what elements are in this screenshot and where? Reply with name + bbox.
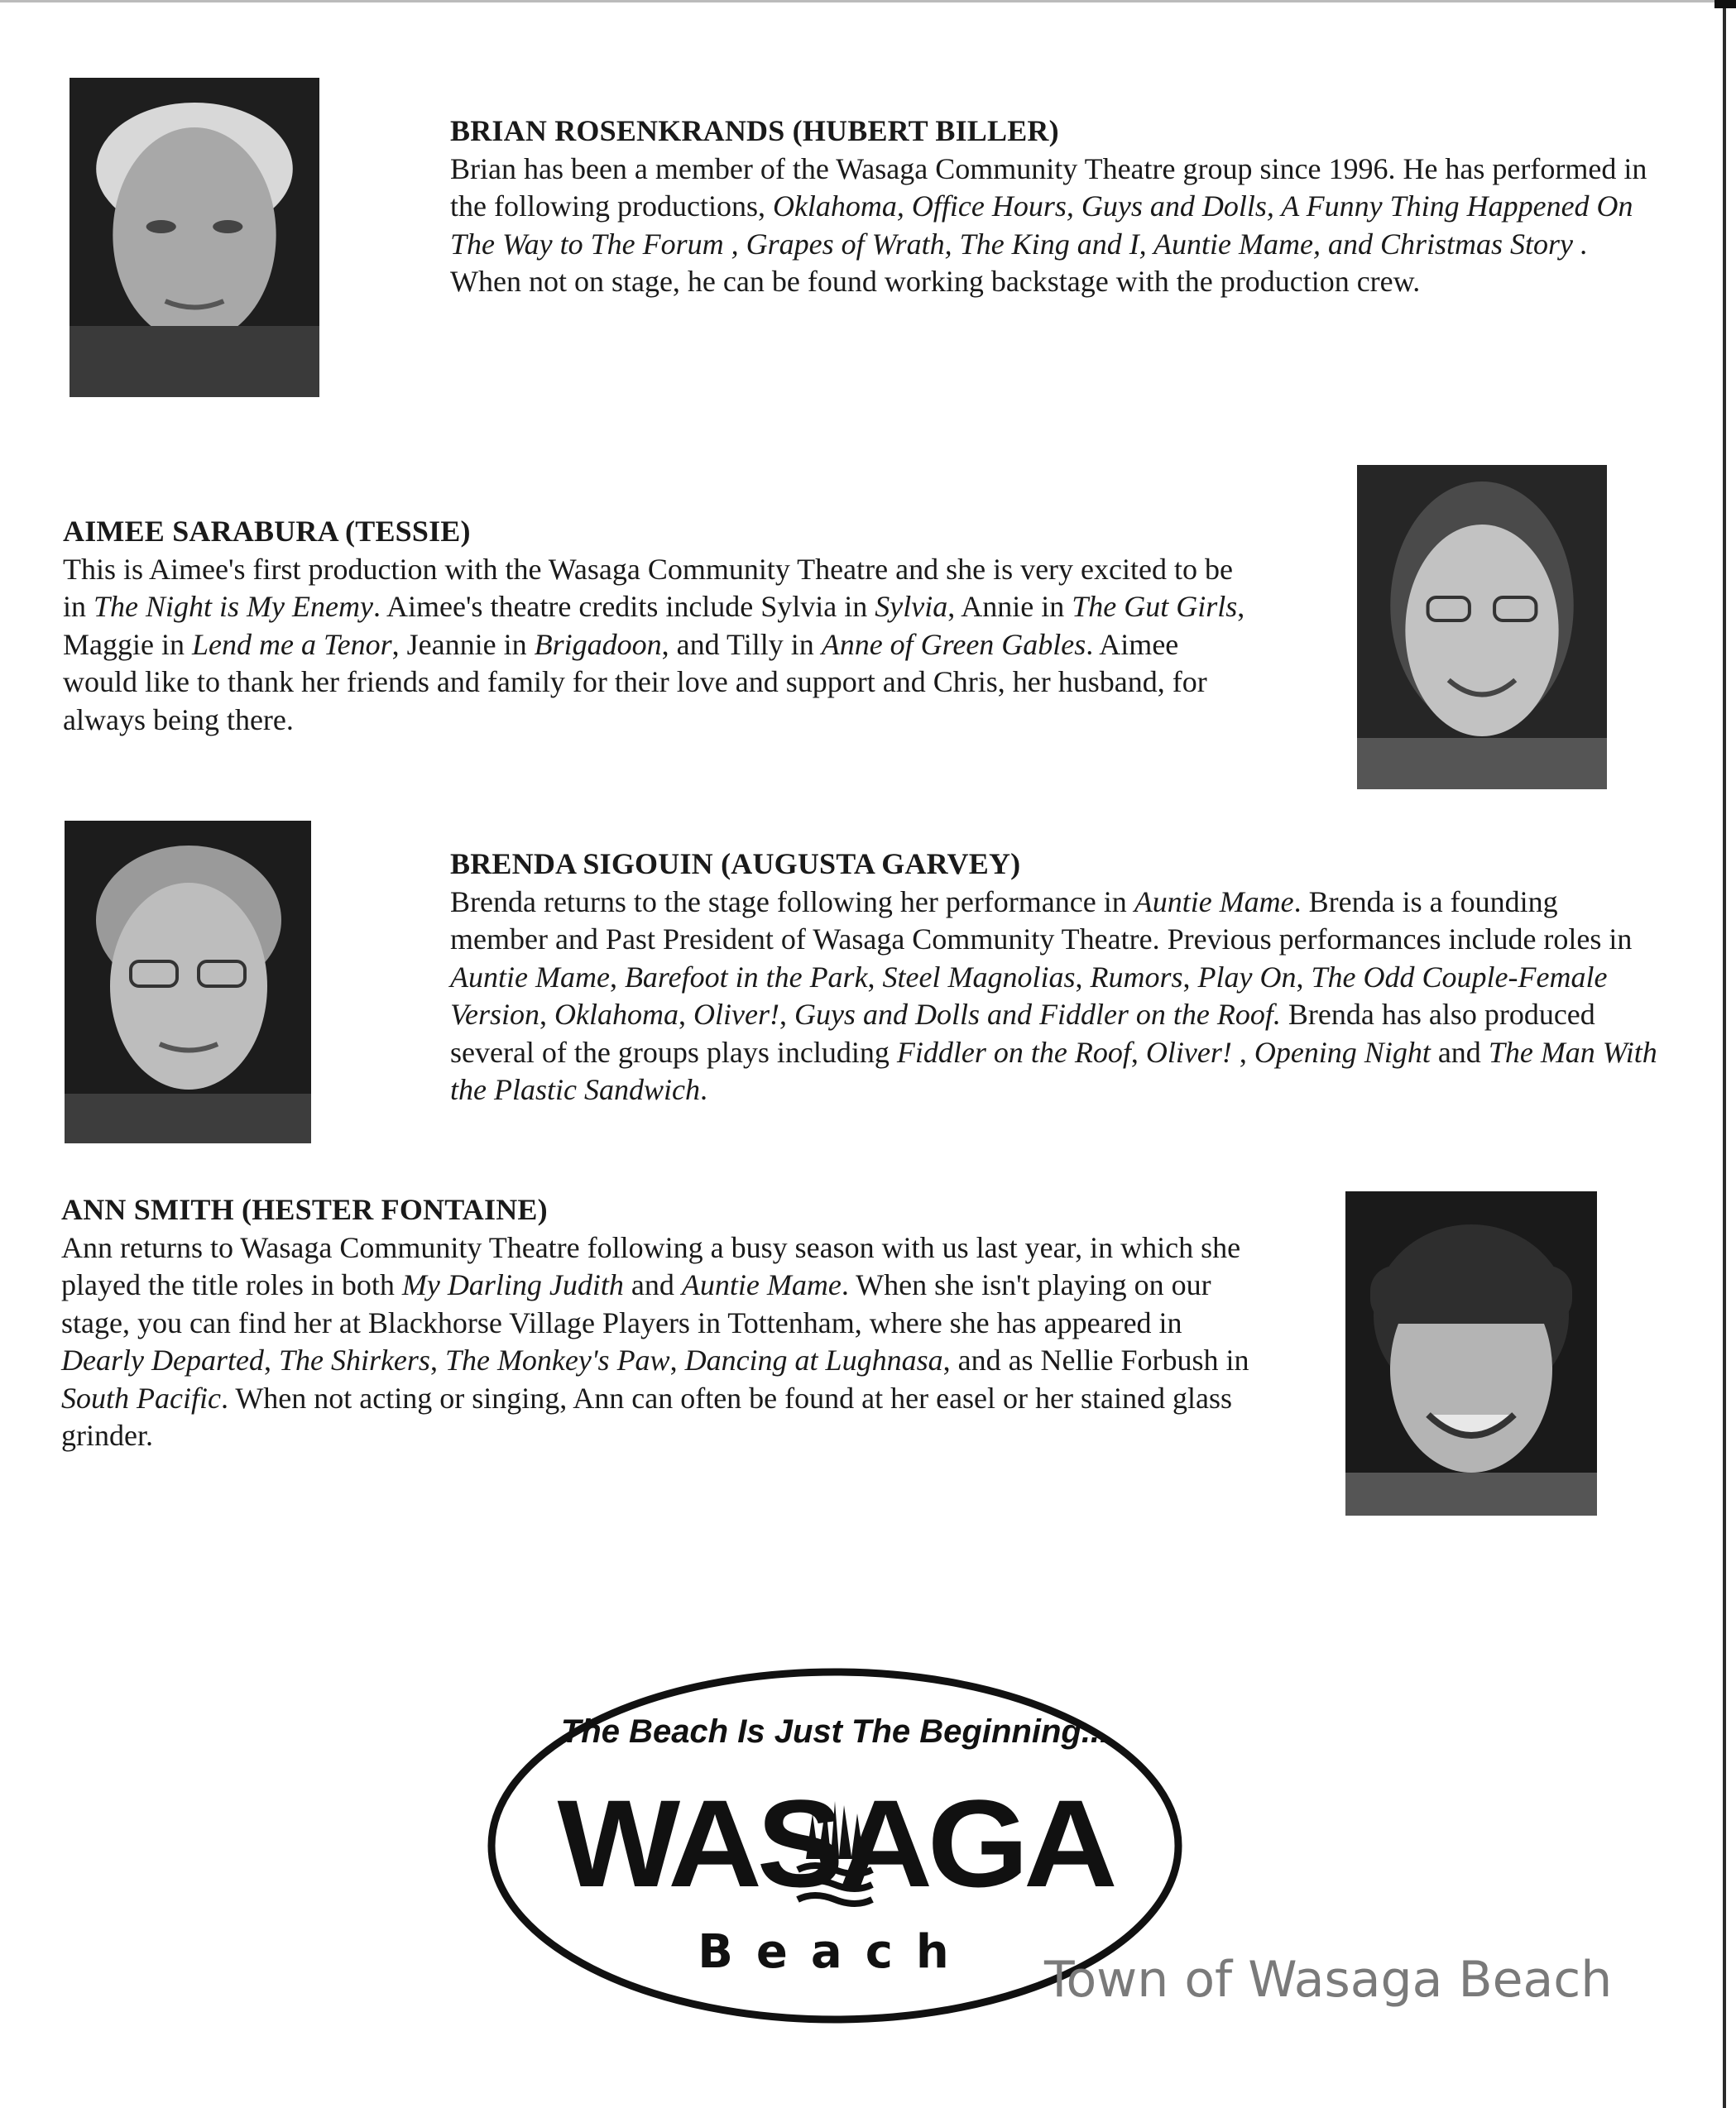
bio-text-run: Brenda has also produced several of the groups plays including [450, 998, 1595, 1069]
bio-text-run: , [609, 960, 625, 994]
bio-text-run: , [1296, 960, 1312, 994]
bio-name: BRENDA SIGOUIN (AUGUSTA GARVEY) [450, 847, 1021, 880]
bio-text-run: Brenda returns to the stage following her performance in [450, 884, 1134, 918]
bio-name: BRIAN ROSENKRANDS (HUBERT BILLER) [450, 114, 1059, 147]
bio-title-italic: Lend me a Tenor [191, 627, 392, 661]
bio-title-italic: Guys and Dolls and Fiddler on the Roof. [794, 998, 1281, 1031]
bio-aimee-sarabura [63, 513, 1254, 739]
bio-text-run: , [1075, 960, 1091, 994]
bio-text [61, 1229, 1253, 1455]
bio-text-run: , Annie in [947, 590, 1072, 623]
bio-title-italic: Auntie Mame [450, 960, 610, 994]
bio-title-italic: Opening Night [1254, 1035, 1431, 1069]
bio-ann-smith [61, 1191, 1253, 1455]
bio-text-run: , [540, 998, 554, 1031]
bio-title-italic: The Odd Couple-Female Version [450, 960, 1608, 1031]
logo-wordmark: WASAGA [557, 1774, 1113, 1914]
bio-title-italic: Auntie Mame [1134, 884, 1294, 918]
bio-title-italic: Oklahoma, Office Hours, Guys and Dolls, A Funny Thing Happened On The Way to The Forum , Grapes of Wrath, The King and I, Auntie Mame, and Christmas Story . [450, 189, 1633, 261]
bio-text-run: and [1430, 1035, 1489, 1069]
bio-name: AIMEE SARABURA (TESSIE) [63, 515, 471, 548]
bio-title-italic: Dancing at Lughnasa [684, 1344, 943, 1377]
page-top-edge [0, 0, 1736, 2]
bio-title-italic: Auntie Mame [681, 1268, 842, 1301]
bio-title-italic: The Monkey's Paw [444, 1344, 670, 1377]
bio-text [450, 884, 1658, 1109]
bio-text-run: , and as Nellie Forbush in [942, 1344, 1249, 1377]
bio-title-italic: Barefoot in the Park [624, 960, 868, 994]
bio-title-italic: Dearly Departed [61, 1344, 264, 1377]
bio-text-run: , [678, 998, 693, 1031]
bio-text-run: . [699, 1073, 707, 1106]
bio-text-run: . When not acting or singing, Ann can often be found at her easel or her stained glass grinder. [61, 1381, 1232, 1452]
scan-corner-mark [1714, 0, 1736, 8]
bio-title-italic: Oliver! [1145, 1035, 1232, 1069]
bio-title-italic: Brigadoon [534, 627, 662, 661]
portrait-aimee-sarabura [1357, 465, 1607, 789]
bio-text-run: Brian has been a member of the Wasaga Community Theatre group since 1996. He has performed in the following productions, [450, 151, 1647, 223]
bio-text-run: and [623, 1268, 682, 1301]
bio-text-run: , [669, 1344, 685, 1377]
bio-title-italic: South Pacific [61, 1381, 221, 1415]
portrait-brian-rosenkrands [70, 78, 319, 397]
bio-title-italic: Rumors [1090, 960, 1183, 994]
bio-title-italic: The Gut Girls [1072, 590, 1238, 623]
bio-text-run: , [1130, 1035, 1146, 1069]
bio-text-run: . When she isn't playing on our stage, you can find her at Blackhorse Village Players in Tottenham, where she has appeared in [61, 1268, 1211, 1339]
bio-text-run: , [1182, 960, 1198, 994]
bio-brian-rosenkrands [450, 113, 1658, 301]
bio-brenda-sigouin [450, 846, 1658, 1109]
bio-title-italic: The Man With the Plastic Sandwich [450, 1035, 1657, 1106]
bio-title-italic: Steel Magnolias [882, 960, 1076, 994]
bio-text-run: , [779, 998, 794, 1031]
bio-text-run: . Aimee would like to thank her friends and family for their love and support and Chris, her husband, for always being there. [63, 627, 1207, 736]
logo-subword: Beach [698, 1925, 972, 1979]
bio-text-run: , [429, 1344, 445, 1377]
bio-title-italic: The Night is My Enemy [94, 590, 373, 623]
bio-title-italic: Oklahoma [554, 998, 679, 1031]
bio-title-italic: Fiddler on the Roof [896, 1035, 1131, 1069]
bio-title-italic: Anne of Green Gables [821, 627, 1086, 661]
bio-text-run: This is Aimee's first production with the Wasaga Community Theatre and she is very excited to be in [63, 552, 1233, 623]
bio-text-run: , [1231, 1035, 1254, 1069]
bio-text-run: , and Tilly in [661, 627, 822, 661]
bio-title-italic: The Shirkers [278, 1344, 430, 1377]
portrait-ann-smith [1345, 1191, 1597, 1516]
credit-text: Town of Wasaga Beach [1044, 1951, 1613, 2009]
bio-name: ANN SMITH (HESTER FONTAINE) [61, 1193, 548, 1226]
logo-tagline: The Beach Is Just The Beginning... [560, 1713, 1110, 1750]
bio-text-run: , Maggie in [63, 590, 1245, 661]
bio-text [450, 151, 1658, 301]
bio-text [63, 551, 1254, 740]
bio-text-run: , [263, 1344, 279, 1377]
bio-title-italic: Play On [1197, 960, 1297, 994]
bio-text-run: . Brenda is a founding member and Past President of Wasaga Community Theatre. Previous performances include roles in [450, 884, 1633, 956]
bio-text-run: When not on stage, he can be found working backstage with the production crew. [450, 265, 1421, 298]
bio-text-run: . Aimee's theatre credits include Sylvia in [372, 590, 875, 623]
bio-text-run: Ann returns to Wasaga Community Theatre following a busy season with us last year, in which she played the title roles in both [61, 1230, 1241, 1301]
portrait-brenda-sigouin [65, 821, 311, 1143]
bio-title-italic: Oliver! [693, 998, 779, 1031]
bio-text-run: , [867, 960, 883, 994]
bio-title-italic: My Darling Judith [401, 1268, 624, 1301]
bio-text-run: , Jeannie in [391, 627, 535, 661]
scan-right-edge [1723, 0, 1726, 2108]
bio-title-italic: Sylvia [875, 590, 948, 623]
